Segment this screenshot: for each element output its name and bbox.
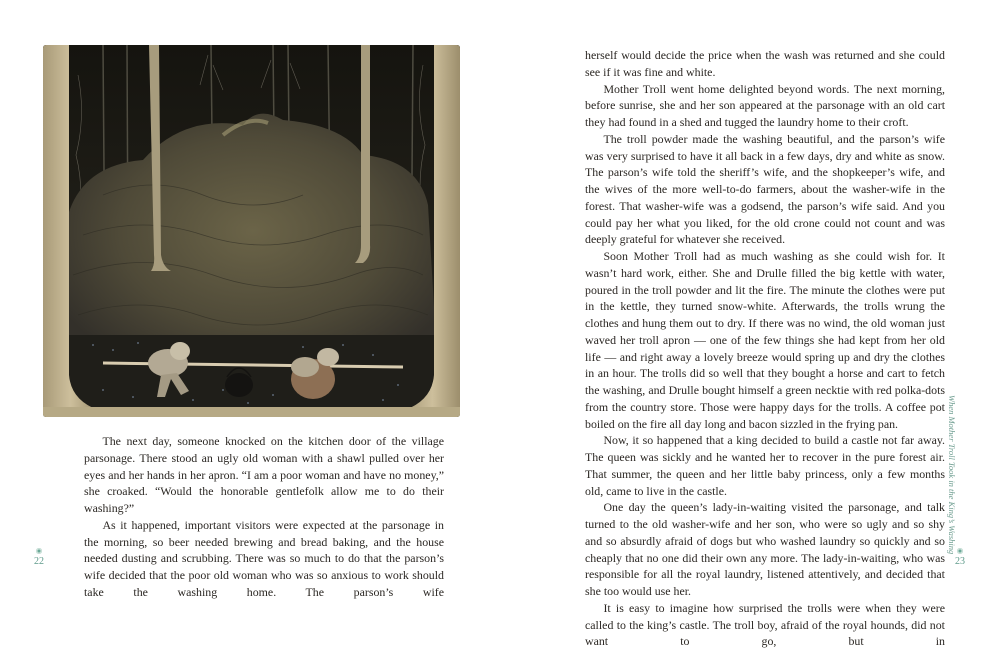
paragraph: herself would decide the price when the wash was returned and she could see if it was fine and white. bbox=[585, 48, 945, 79]
paragraph: The next day, someone knocked on the kitchen door of the village parsonage. There stood an ugly old woman with a shawl pulled over her eyes and her hands in her apron. “I am a poor woman and have no money,” she croaked. “Would the honorable gentlefolk allow me to do their washing?” bbox=[84, 434, 444, 515]
running-head-title: When Mother Troll Took in the King’s Washing bbox=[947, 395, 957, 555]
paragraph: The troll powder made the washing beautiful, and the parson’s wife was very surprised to have it all back in a few days, dry and white as snow. The parson’s wife told the sheriff’s wife, and the shopkeeper’s wife, and the wives of the more well-to-do farmers, about the washer-wife in the forest. That washer-wife was a godsend, the parson’s wife said. And you could pay her what you liked, for the old crone could not count and was deeply grateful for whatever she received. bbox=[585, 131, 945, 247]
page-number-left bbox=[29, 548, 49, 567]
illustration-artwork bbox=[43, 45, 460, 417]
troll-forest-illustration bbox=[43, 45, 460, 417]
right-page-body-text bbox=[585, 47, 945, 650]
paragraph: One day the queen’s lady-in-waiting visited the parsonage, and talk turned to the old washer-wife and her son, who were so ugly and so shy and so absurdly afraid of dogs but who washed laundry so quickly and so cheaply that no one did their own any more. The lady-in-waiting, who was responsible for all the royal laundry, listened attentively, and decided that she too would use her. bbox=[585, 500, 945, 598]
flower-ornament-icon bbox=[36, 548, 42, 554]
left-page-body-text bbox=[84, 433, 444, 601]
flower-ornament-icon bbox=[957, 548, 963, 554]
left-page bbox=[0, 0, 500, 605]
paragraph: Mother Troll went home delighted beyond words. The next morning, before sunrise, she and her son appeared at the parsonage with an old cart they had found in a shed and tugged the laundry home to their croft. bbox=[585, 81, 945, 129]
paragraph: It is easy to imagine how surprised the trolls were when they were called to the king’s castle. The troll boy, afraid of the royal hounds, did not want to go, but in bbox=[585, 600, 945, 649]
paragraph: As it happened, important visitors were expected at the parsonage in the morning, so beer needed brewing and bread baking, and the house needed dusting and scrubbing. There was so much to do that the parson’s wife decided that the poor old woman who was so anxious to work should take the washing home. The parson’s wife bbox=[84, 517, 444, 599]
page-number: 23 bbox=[955, 556, 965, 567]
page-number: 22 bbox=[34, 556, 44, 567]
right-page bbox=[500, 0, 1000, 649]
running-head bbox=[947, 395, 965, 555]
paragraph: Soon Mother Troll had as much washing as she could wish for. It wasn’t hard work, either. She and Drulle filled the big kettle with water, poured in the troll powder and lit the fire. The minute the clothes were put in the kettle, they turned snow-white. Afterwards, the trolls wrung the clothes and hung them out to dry. If there was no wind, the old woman just waved her troll apron — one of the few things she had kept from her old life — and right away a lovely breeze would spring up and dry the clothes in an hour. The trolls did so well that they bought a horse and cart to fetch the washing, and Drulle bought himself a green necktie with red polka-dots from the country store. Those were happy days for the trolls. A coffee pot boiled on the fire all day long and bacon sizzled in the frying pan. bbox=[585, 249, 945, 431]
page-number-right bbox=[950, 548, 970, 567]
paragraph: Now, it so happened that a king decided to build a castle not far away. The queen was sickly and he wanted her to recover in the pure forest air. That summer, the queen and her little baby princess, only a few months old, came to live in the castle. bbox=[585, 433, 945, 498]
